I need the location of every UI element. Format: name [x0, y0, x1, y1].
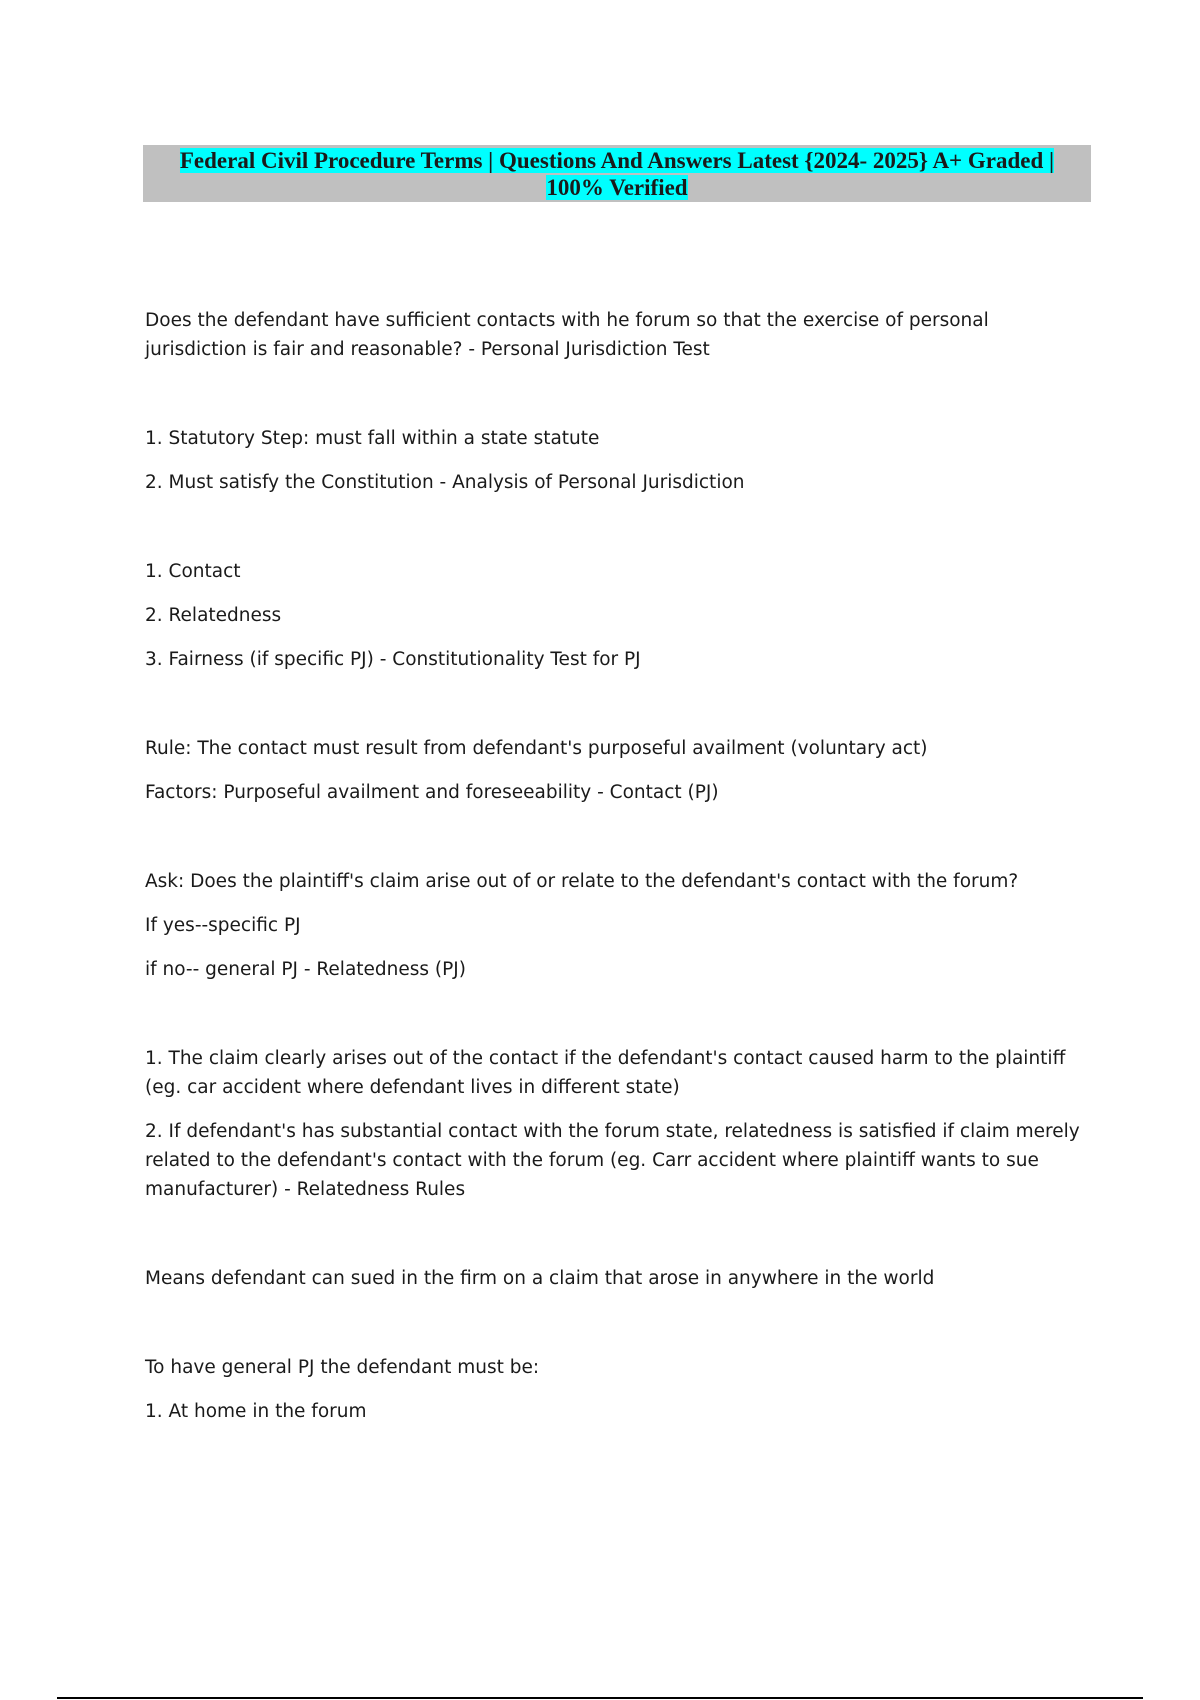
qa-block [145, 557, 1090, 674]
qa-line: If yes--specific PJ [145, 915, 301, 936]
qa-line: Does the defendant have sufficient contacts with he forum so that the exercise of personal jurisdiction is fair and reasonable? - Personal Jurisdiction Test [145, 310, 989, 360]
qa-line: Factors: Purposeful availment and foreseeability - Contact (PJ) [145, 782, 719, 803]
qa-line: 1. The claim clearly arises out of the contact if the defendant's contact caused harm to the plaintiff (eg. car accident where defendant lives in different state) [145, 1048, 1066, 1098]
qa-block [145, 1044, 1090, 1204]
qa-line: 2. If defendant's has substantial contact with the forum state, relatedness is satisfied if claim merely related to the defendant's contact with the forum (eg. Carr accident where plaintiff wants to sue manufacturer) - Relatedness Rules [145, 1121, 1080, 1200]
qa-block [145, 424, 1090, 497]
qa-line: Ask: Does the plaintiff's claim arise out of or relate to the defendant's contact with the forum? [145, 871, 1019, 892]
footer-divider [57, 1697, 1143, 1699]
document-body [145, 306, 1090, 1486]
qa-block [145, 867, 1090, 984]
qa-line: 1. At home in the forum [145, 1401, 367, 1422]
title-line-1: Federal Civil Procedure Terms | Questions And Answers Latest {2024- 2025} A+ Graded | [179, 148, 1055, 173]
qa-line: if no-- general PJ - Relatedness (PJ) [145, 959, 466, 980]
document-title [143, 145, 1091, 202]
qa-line: Rule: The contact must result from defendant's purposeful availment (voluntary act) [145, 738, 928, 759]
qa-line: 1. Statutory Step: must fall within a state statute [145, 428, 600, 449]
qa-block [145, 734, 1090, 807]
qa-line: Means defendant can sued in the firm on a claim that arose in anywhere in the world [145, 1268, 935, 1289]
qa-block [145, 1264, 1090, 1293]
title-line-2: 100% Verified [546, 175, 688, 200]
qa-line: 2. Relatedness [145, 605, 282, 626]
qa-line: To have general PJ the defendant must be: [145, 1357, 540, 1378]
qa-line: 1. Contact [145, 561, 241, 582]
qa-line: 3. Fairness (if specific PJ) - Constitutionality Test for PJ [145, 649, 641, 670]
qa-line: 2. Must satisfy the Constitution - Analysis of Personal Jurisdiction [145, 472, 745, 493]
qa-block [145, 306, 1090, 364]
qa-block [145, 1353, 1090, 1426]
